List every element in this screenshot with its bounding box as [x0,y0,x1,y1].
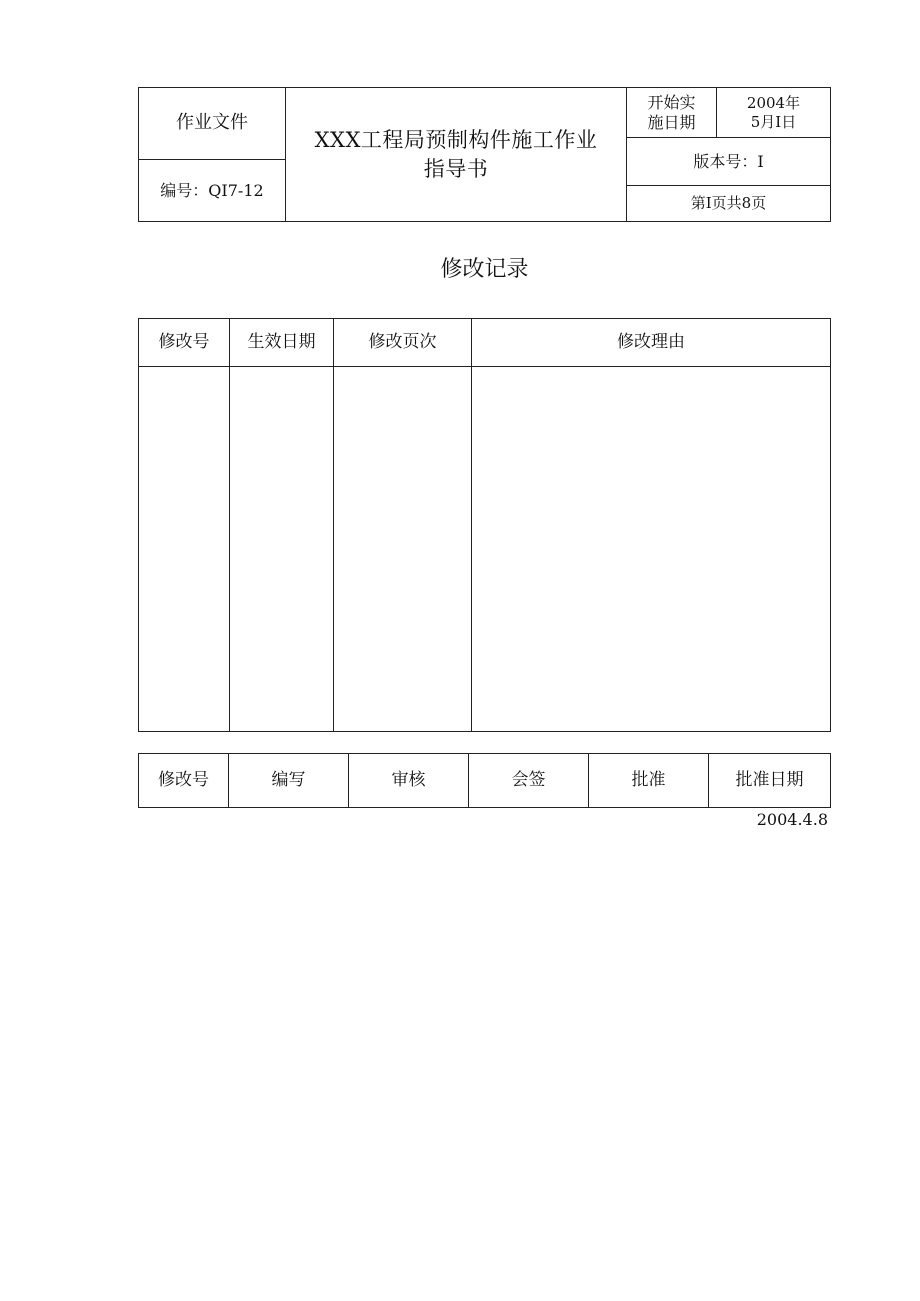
start-date-label [627,88,716,137]
approval-col-number: 修改号 [158,769,209,790]
version-number: 版本号：I [693,151,764,171]
start-date-label-line2: 施日期 [647,112,696,132]
footer-date: 2004.4.8 [756,810,828,829]
start-date-value [717,88,830,137]
revision-column-divider [471,318,472,732]
start-date-value-line1: 2004年 [746,93,801,112]
document-title-line1: XXX工程局预制构件施工作业 [314,128,598,153]
revision-header-divider [138,366,831,367]
start-date-value-line2: 5月I日 [750,112,797,131]
section-title: 修改记录 [440,257,529,283]
approval-col-approve-date: 批准日期 [735,769,804,790]
document-title [286,88,626,221]
doc-number: 编号：QI7-12 [160,180,264,200]
revision-column-divider [333,318,334,732]
approval-col-review: 审核 [391,769,426,790]
page-info: 第I页共8页 [690,194,767,213]
start-date-label-line1: 开始实 [647,92,696,112]
approval-col-approve: 批准 [631,769,666,790]
revision-col-effective-date: 生效日期 [247,331,316,352]
revision-table [138,318,831,732]
revision-col-reason: 修改理由 [617,331,685,352]
revision-col-pages: 修改页次 [368,331,437,352]
document-title-line2: 指导书 [423,156,489,181]
approval-col-countersign: 会签 [511,769,546,790]
revision-column-divider [229,318,230,732]
revision-col-number: 修改号 [158,331,210,352]
doc-type-label: 作业文件 [176,112,248,134]
approval-col-author: 编写 [271,769,306,790]
